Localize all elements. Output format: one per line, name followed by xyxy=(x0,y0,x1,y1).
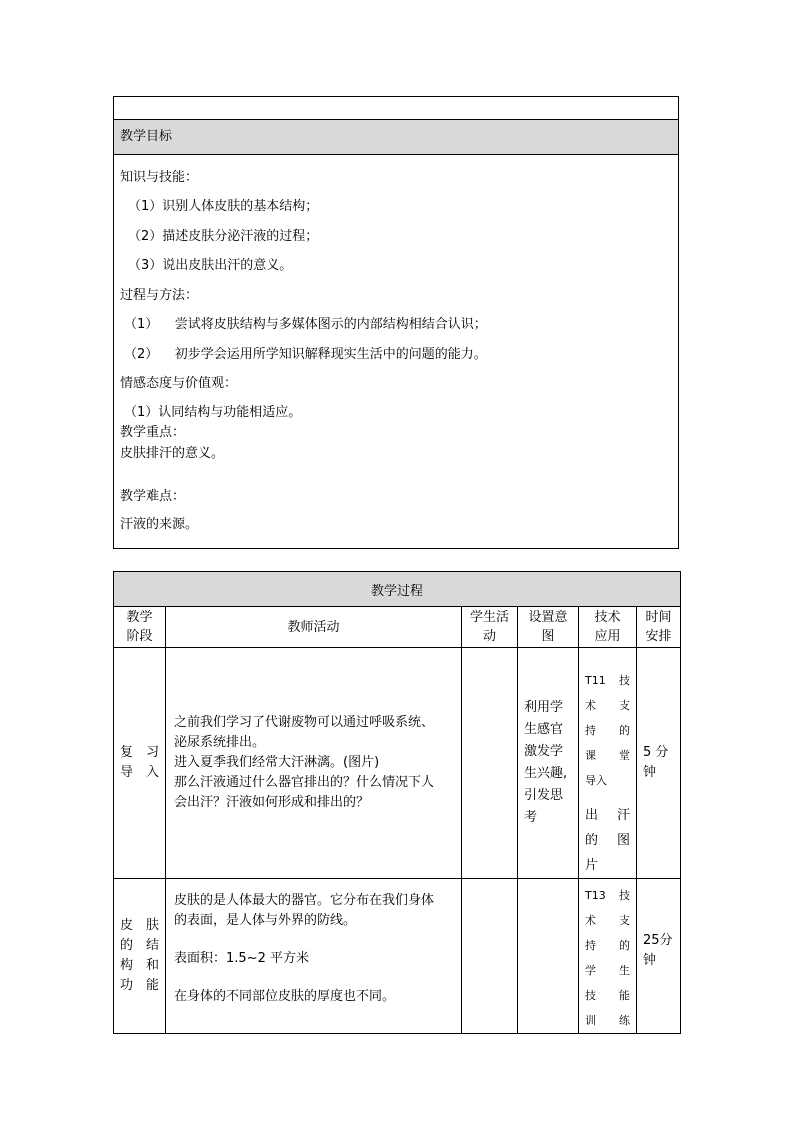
tech-line: 术 支 xyxy=(585,699,630,712)
intent-line: 生兴趣, xyxy=(524,766,568,781)
header-tech xyxy=(579,607,637,648)
time-line: 25分 xyxy=(643,933,673,948)
teacher-line: 会出汗？汗液如何形成和排出的？ xyxy=(174,795,370,810)
tech-line: 训 练 xyxy=(585,1014,630,1027)
header-time-line: 时间 xyxy=(645,610,672,625)
stage-line: 复 习 xyxy=(120,745,159,760)
tech-line: 出 汗 xyxy=(585,808,630,823)
header-student-line: 动 xyxy=(482,629,496,644)
stage-cell xyxy=(114,879,166,1034)
header-teacher-activity: 教师活动 xyxy=(166,607,462,648)
time-cell xyxy=(637,879,681,1034)
teacher-line: 进入夏季我们经常大汗淋漓。(图片) xyxy=(174,755,380,770)
teacher-line: 的表面，是人体与外界的防线。 xyxy=(174,913,357,928)
header-tech-line: 应用 xyxy=(594,629,621,644)
tech-line: 持 的 xyxy=(585,939,630,952)
intent-cell xyxy=(518,648,579,879)
header-student-activity xyxy=(462,607,518,648)
tech-cell xyxy=(579,879,637,1034)
intent-line: 引发思 xyxy=(524,788,564,803)
empty-top-row xyxy=(114,97,678,120)
teacher-line: 皮肤的是人体最大的器官。它分布在我们身体 xyxy=(174,893,435,908)
header-intent-line: 图 xyxy=(541,629,555,644)
student-activity-cell xyxy=(462,648,518,879)
tech-line: 术 支 xyxy=(585,914,630,927)
tech-line: 导入 xyxy=(585,774,607,787)
teacher-line: 泌尿系统排出。 xyxy=(174,735,266,750)
teacher-line: 在身体的不同部位皮肤的厚度也不同。 xyxy=(174,989,396,1004)
objective-line: （3）说出皮肤出汗的意义。 xyxy=(128,258,293,273)
teaching-objectives-box xyxy=(113,96,679,549)
time-line: 5 分 xyxy=(643,745,669,760)
teacher-activity-cell xyxy=(166,879,462,1034)
header-stage-line: 教学 xyxy=(126,610,153,625)
header-time xyxy=(637,607,681,648)
intent-line: 激发学 xyxy=(524,744,564,759)
difficulty-label: 教学难点： xyxy=(120,489,186,504)
table-row xyxy=(114,648,681,879)
header-stage-line: 阶段 xyxy=(126,629,153,644)
intent-line: 生感官 xyxy=(524,722,564,737)
teacher-activity-cell xyxy=(166,648,462,879)
teacher-line: 那么汗液通过什么器官排出的？什么情况下人 xyxy=(174,775,435,790)
tech-line: 的 图 xyxy=(585,833,630,848)
header-stage xyxy=(114,607,166,648)
time-cell xyxy=(637,648,681,879)
teacher-line: 之前我们学习了代谢废物可以通过呼吸系统、 xyxy=(174,715,435,730)
tech-line: 学 生 xyxy=(585,964,630,977)
objective-line: （2）描述皮肤分泌汗液的过程； xyxy=(128,229,319,244)
difficulty-text: 汗液的来源。 xyxy=(120,517,199,532)
tech-line: 课 堂 xyxy=(585,749,630,762)
stage-line: 的 结 xyxy=(120,938,159,953)
key-point-label: 教学重点： xyxy=(120,425,186,440)
teaching-process-table xyxy=(113,571,681,1034)
stage-cell xyxy=(114,648,166,879)
time-line: 钟 xyxy=(643,765,657,780)
stage-line: 导入 xyxy=(120,765,159,780)
key-point-text: 皮肤排汗的意义。 xyxy=(120,446,225,461)
objectives-header: 教学目标 xyxy=(114,120,678,155)
header-tech-line: 技术 xyxy=(594,610,621,625)
teacher-line: 表面积：1.5~2 平方米 xyxy=(174,951,309,966)
tech-line: T13 技 xyxy=(585,889,630,902)
stage-line: 皮 肤 xyxy=(120,918,159,933)
header-student-line: 学生活 xyxy=(469,610,509,625)
objective-line: 过程与方法： xyxy=(120,288,199,303)
objective-line: 情感态度与价值观： xyxy=(120,376,238,391)
intent-cell xyxy=(518,879,579,1034)
stage-line: 构 和 xyxy=(120,958,159,973)
teacher-spacer xyxy=(174,969,453,987)
table-row xyxy=(114,879,681,1034)
time-line: 钟 xyxy=(643,953,657,968)
tech-cell xyxy=(579,648,637,879)
process-title: 教学过程 xyxy=(114,572,681,607)
tech-line: 片 xyxy=(585,858,599,873)
header-time-line: 安排 xyxy=(645,629,672,644)
objective-line: （1） 尝试将皮肤结构与多媒体图示的内部结构相结合认识； xyxy=(124,317,487,332)
objective-line: （1）认同结构与功能相适应。 xyxy=(124,405,302,420)
teacher-spacer xyxy=(174,931,453,949)
header-intent xyxy=(518,607,579,648)
tech-line: T11 技 xyxy=(585,674,630,687)
tech-line: 技 能 xyxy=(585,989,630,1002)
objective-line: 知识与技能： xyxy=(120,170,199,185)
objective-line: （2） 初步学会运用所学知识解释现实生活中的问题的能力。 xyxy=(124,347,487,362)
tech-spacer xyxy=(585,793,630,803)
objective-line: （1）识别人体皮肤的基本结构； xyxy=(128,199,319,214)
stage-line: 功能 xyxy=(120,978,159,993)
student-activity-cell xyxy=(462,879,518,1034)
header-row xyxy=(114,607,681,648)
intent-line: 考 xyxy=(524,810,538,825)
tech-line: 持 的 xyxy=(585,724,630,737)
header-intent-line: 设置意 xyxy=(528,610,568,625)
intent-line: 利用学 xyxy=(524,700,564,715)
